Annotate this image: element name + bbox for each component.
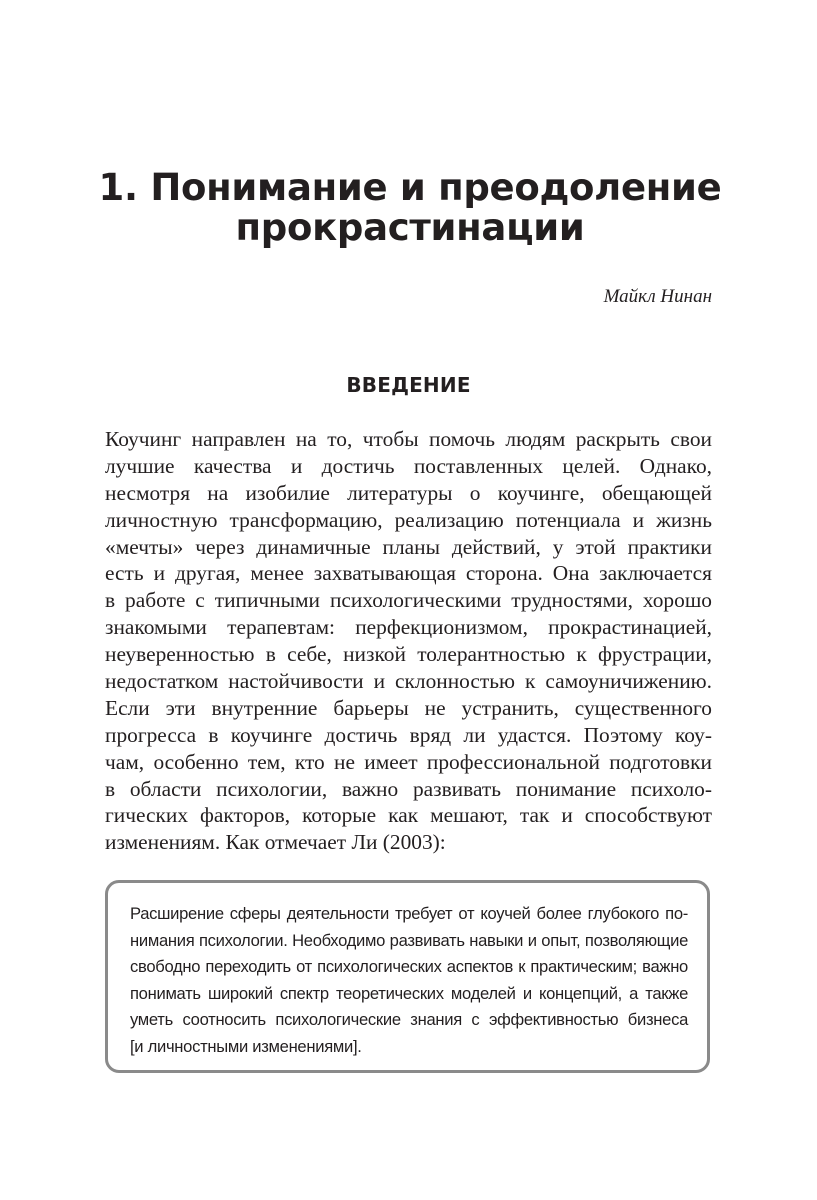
quote-line: свободно переходить от психологических аспектов к практическим; важно	[130, 957, 688, 977]
body-line: знакомыми терапевтам: перфекционизмом, прокрастинацией,	[105, 615, 712, 640]
quote-line: нимания психологии. Необходимо развивать навыки и опыт, позволяющие	[130, 930, 688, 950]
body-line: есть и другая, менее захватывающая сторона. Она заключается	[105, 561, 712, 586]
chapter-title-line: 1. Понимание и преодоление	[98, 166, 722, 209]
body-line: недостатком настойчивости и склонностью к самоуничижению.	[105, 669, 712, 694]
body-line: Если эти внутренние барьеры не устранить, существенного	[105, 695, 712, 720]
quote-line: [и личностными изменениями].	[130, 1036, 362, 1056]
body-line: в работе с типичными психологическими трудностями, хорошо	[105, 588, 712, 613]
body-line: в области психологии, важно развивать понимание психоло-	[105, 776, 712, 801]
quote-box	[105, 880, 710, 1073]
author-name: Майкл Нинан	[603, 286, 712, 307]
body-line: гических факторов, которые как мешают, так и способствуют	[105, 803, 712, 828]
body-line: личностную трансформацию, реализацию потенциала и жизнь	[105, 507, 712, 532]
body-paragraph	[105, 426, 712, 856]
chapter-title	[60, 168, 760, 248]
chapter-title-line: прокрастинации	[235, 206, 585, 249]
body-line: чам, особенно тем, кто не имеет профессиональной подготовки	[105, 749, 712, 774]
quote-line: Расширение сферы деятельности требует от коучей более глубокого по-	[130, 904, 688, 923]
body-line: лучшие качества и достичь поставленных целей. Однако,	[105, 453, 712, 478]
body-line: несмотря на изобилие литературы о коучинге, обещающей	[105, 480, 712, 505]
body-line: изменениям. Как отмечает Ли (2003):	[105, 830, 446, 855]
body-line: Коучинг направлен на то, чтобы помочь людям раскрыть свои	[105, 427, 712, 451]
body-line: «мечты» через динамичные планы действий, у этой практики	[105, 534, 712, 559]
quote-line: понимать широкий спектр теоретических моделей и концепций, а также	[130, 983, 688, 1003]
section-heading: ВВЕДЕНИЕ	[346, 373, 471, 397]
body-line: неуверенностью в себе, низкой толерантностью к фрустрации,	[105, 642, 712, 667]
quote-text	[130, 901, 688, 1061]
quote-line: уметь соотносить психологические знания с эффективностью бизнеса	[130, 1010, 688, 1030]
body-line: прогресса в коучинге достичь вряд ли удастся. Поэтому коу-	[105, 722, 712, 747]
